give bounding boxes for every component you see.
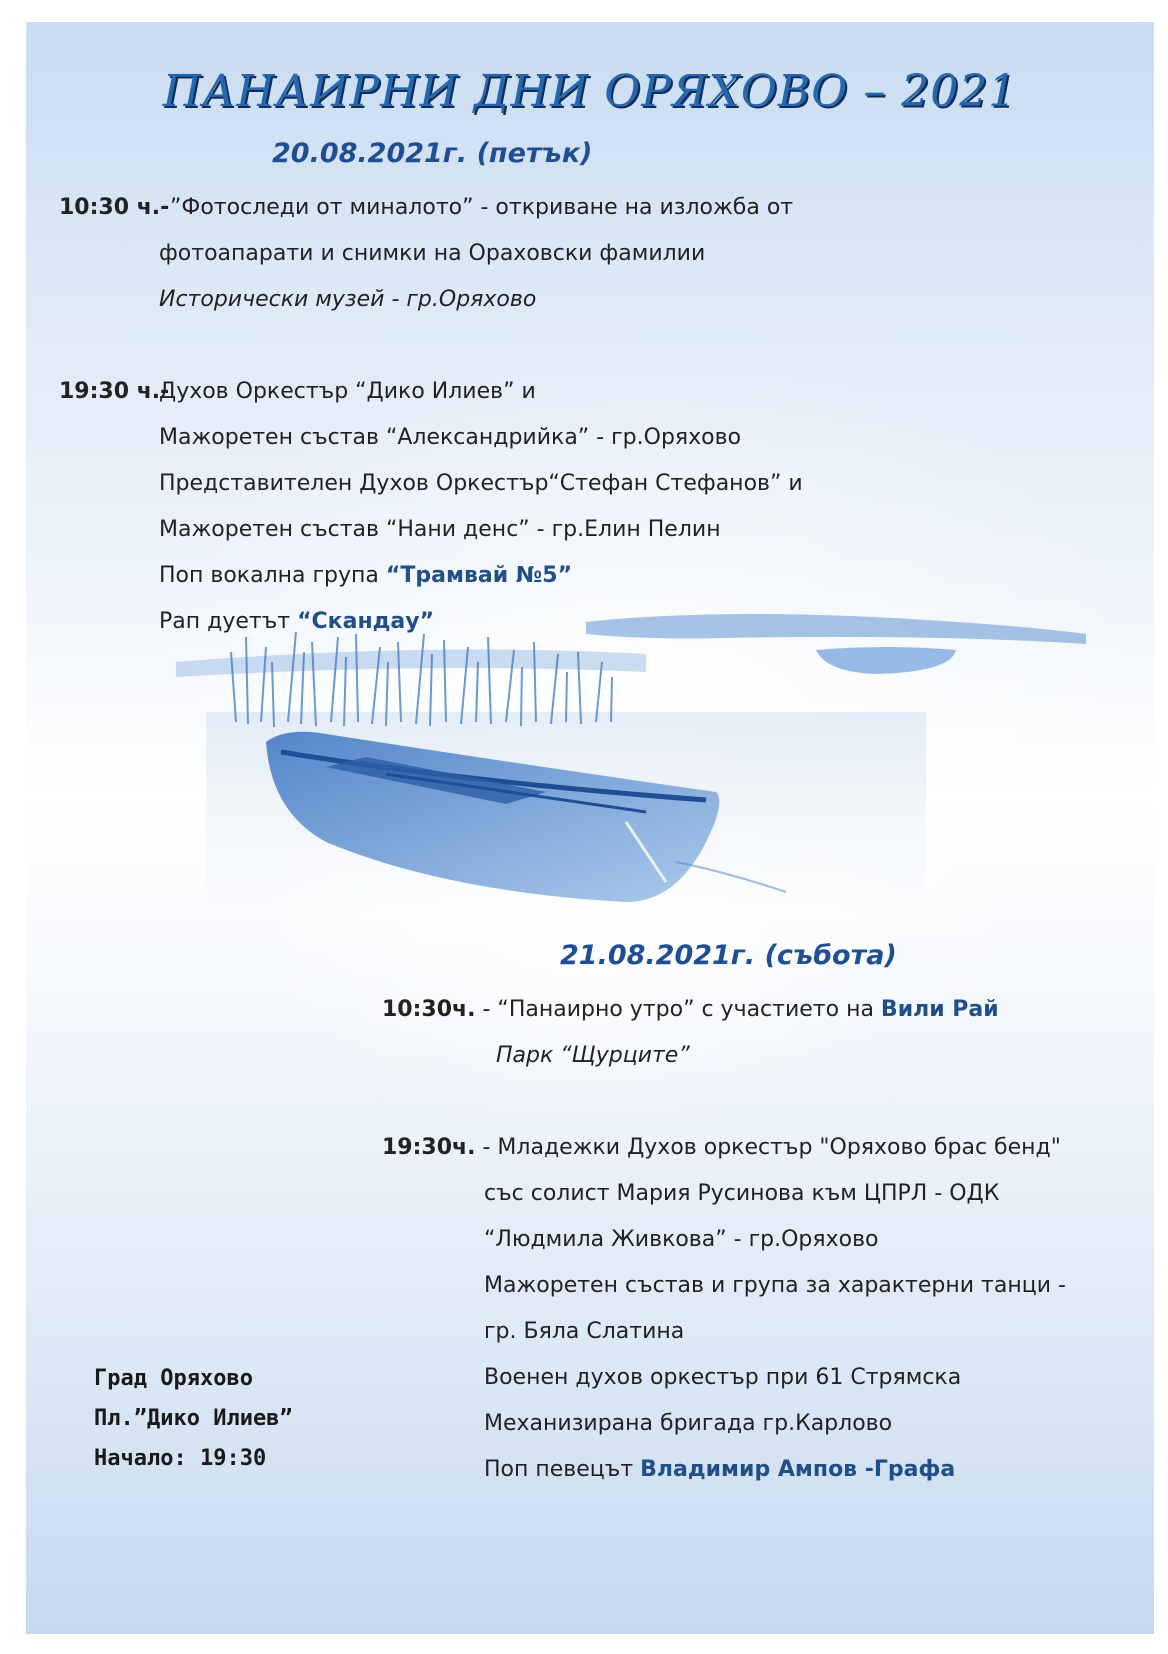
day2-event1-prefix: - “Панаирно утро” с участието на <box>475 997 881 1022</box>
line6-highlight: “Скандау” <box>297 609 435 634</box>
day1-event2-line1: Духов Оркестър “Дико Илиев” и <box>159 379 536 404</box>
day1-event2-line5 <box>159 562 572 590</box>
day2-event2-line3: “Людмила Живкова” - гр.Оряхово <box>484 1227 879 1252</box>
line5-highlight: “Трамвай №5” <box>385 563 573 588</box>
day2-event2-line5: гр. Бяла Слатина <box>484 1319 685 1344</box>
page-title: ПАНАИРНИ ДНИ ОРЯХОВО – 2021 <box>162 66 1018 117</box>
day2-event2-time: 19:30ч. <box>382 1135 476 1160</box>
day2-event2-text: - Младежки Духов оркестър "Оряхово брас бенд" <box>475 1135 1061 1160</box>
day1-event2-line4: Мажоретен състав “Нани денс” - гр.Елин Пелин <box>159 517 721 542</box>
line8-highlight: Владимир Ампов -Графа <box>640 1457 956 1482</box>
day1-event2-time: 19:30 ч.- <box>59 379 170 404</box>
venue-start-time: Начало: 19:30 <box>94 1446 267 1471</box>
horizon-band <box>586 614 1086 644</box>
venue-square: Пл.”Дико Илиев” <box>94 1406 293 1431</box>
small-boat <box>816 647 956 674</box>
day2-date: 21.08.2021г. (събота) <box>560 940 897 971</box>
day2-event2-line7: Механизирана бригада гр.Карлово <box>484 1411 893 1436</box>
day2-event1-line1 <box>382 996 999 1024</box>
line6-prefix: Рап дуетът <box>159 609 298 634</box>
day1-date: 20.08.2021г. (петък) <box>272 138 593 169</box>
day2-event2-line4: Мажоретен състав и група за характерни танци - <box>484 1273 1066 1298</box>
day2-event2-line1 <box>382 1134 1061 1162</box>
day2-event2-line8 <box>484 1456 955 1484</box>
day1-event1-location: Исторически музей - гр.Оряхово <box>159 287 537 312</box>
day1-event2-line6 <box>159 608 434 636</box>
day2-event1-location: Парк “Щурците” <box>496 1043 690 1068</box>
day2-event1-time: 10:30ч. <box>382 997 476 1022</box>
day1-event1-time: 10:30 ч.- <box>59 195 170 220</box>
venue-city: Град Оряхово <box>94 1366 253 1391</box>
festival-poster <box>26 22 1154 1634</box>
day2-event2-line2: със солист Мария Русинова към ЦПРЛ - ОДК <box>484 1181 1000 1206</box>
day1-event1-line2: фотоапарати и снимки на Ораховски фамилии <box>159 241 706 266</box>
day1-event2-line3: Представителен Духов Оркестър“Стефан Стефанов” и <box>159 471 803 496</box>
line8-prefix: Поп певецът <box>484 1457 641 1482</box>
day1-event2-line2: Мажоретен състав “Александрийка” - гр.Оряхово <box>159 425 742 450</box>
day2-event1-highlight: Вили Рай <box>880 997 999 1022</box>
line5-prefix: Поп вокална група <box>159 563 386 588</box>
day2-event2-line6: Военен духов оркестър при 61 Стрямска <box>484 1365 962 1390</box>
day1-event1-line1: ”Фотоследи от миналото” - откриване на изложба от <box>170 195 794 220</box>
